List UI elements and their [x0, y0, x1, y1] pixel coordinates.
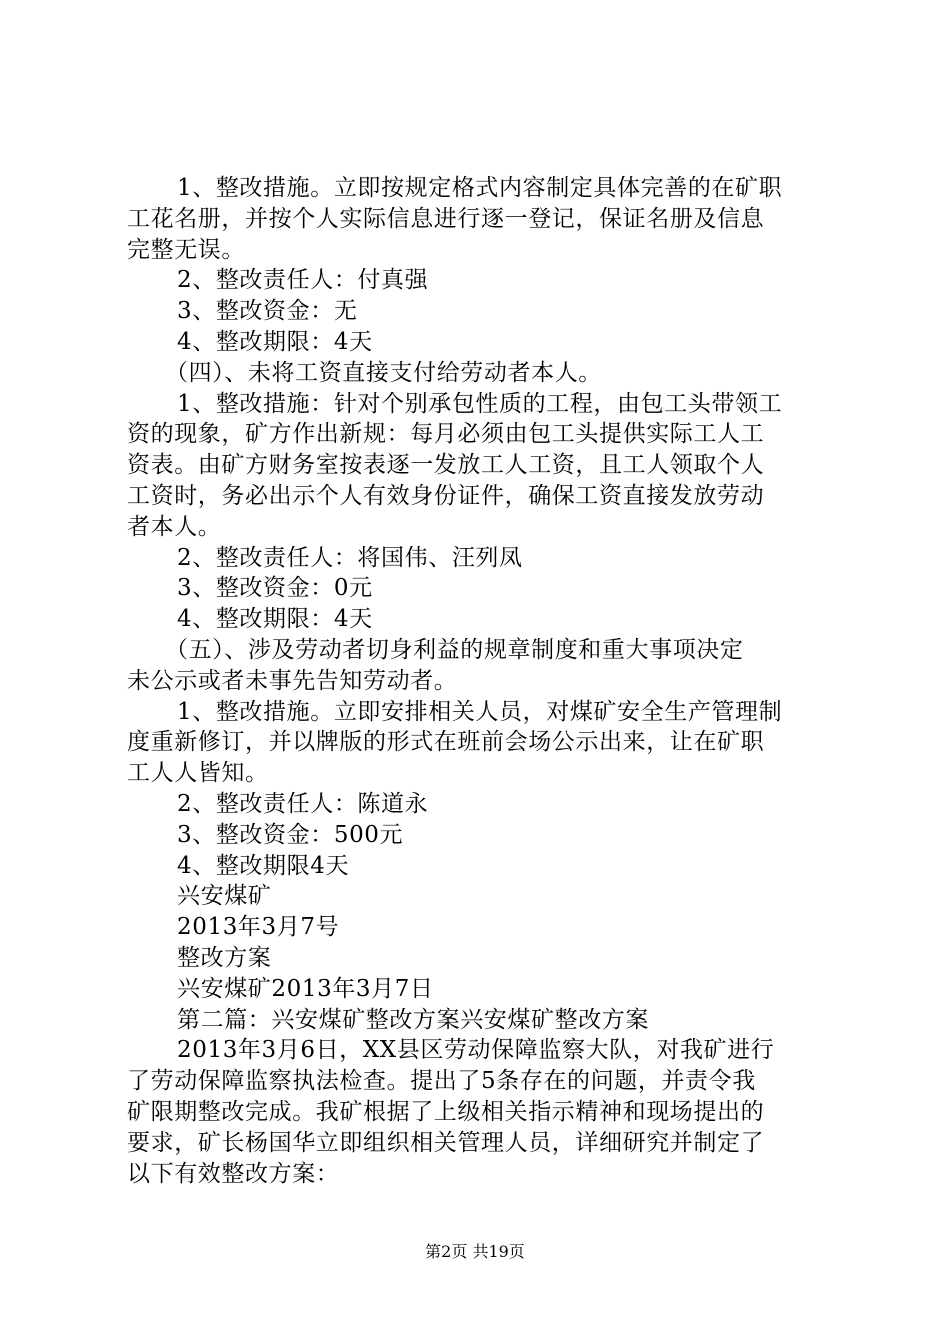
text-line: 3、整改资金：无 [177, 298, 358, 325]
text-line: 4、整改期限：4天 [177, 328, 373, 355]
text-line: 资表。由矿方财务室按表逐一发放工人工资，且工人领取个人 [127, 452, 765, 479]
text-line: 工花名册，并按个人实际信息进行逐一登记，保证名册及信息 [127, 205, 765, 232]
text-line: 4、整改期限4天 [177, 852, 350, 879]
text-line: 度重新修订，并以牌版的形式在班前会场公示出来，让在矿职 [127, 729, 765, 756]
text-line: 要求，矿长杨国华立即组织相关管理人员，详细研究并制定了 [127, 1129, 765, 1156]
text-line: 完整无误。 [127, 236, 245, 263]
text-line: 资的现象，矿方作出新规：每月必须由包工头提供实际工人工 [127, 421, 765, 448]
page-number: 第2页 共19页 [425, 1242, 525, 1261]
text-line: 1、整改措施。立即按规定格式内容制定具体完善的在矿职 [177, 175, 783, 201]
text-line: 2、整改责任人：陈道永 [177, 790, 429, 817]
text-line: 工人人皆知。 [127, 760, 269, 787]
text-line: 矿限期整改完成。我矿根据了上级相关指示精神和现场提出的 [127, 1098, 765, 1125]
text-line: 2、整改责任人：付真强 [177, 267, 429, 294]
text-line: 2、整改责任人：将国伟、汪列凤 [177, 544, 523, 571]
text-line: 2013年3月6日，XX县区劳动保障监察大队，对我矿进行 [177, 1037, 775, 1064]
document-body [127, 173, 832, 1189]
text-line: 了劳动保障监察执法检查。提出了5条存在的问题，并责令我 [127, 1068, 756, 1095]
text-line: 3、整改资金：500元 [177, 821, 404, 848]
text-line: 以下有效整改方案： [127, 1160, 340, 1187]
signature-date: 2013年3月7号 [177, 914, 340, 941]
text-line: 未公示或者未事先告知劳动者。 [127, 667, 458, 694]
section-heading: （五）、涉及劳动者切身利益的规章制度和重大事项决定 [165, 636, 744, 663]
section-heading: （四）、未将工资直接支付给劳动者本人。 [165, 359, 602, 386]
text-line: 者本人。 [127, 513, 222, 540]
text-line: 兴安煤矿2013年3月7日 [177, 975, 434, 1002]
text-line: 1、整改措施。立即安排相关人员，对煤矿安全生产管理制 [177, 698, 783, 725]
text-line: 4、整改期限：4天 [177, 606, 373, 633]
text-line: 1、整改措施：针对个别承包性质的工程，由包工头带领工 [177, 390, 783, 417]
text-line: 3、整改资金：0元 [177, 575, 373, 602]
doc-title: 整改方案 [177, 944, 272, 971]
text-line: 工资时，务必出示个人有效身份证件，确保工资直接发放劳动 [127, 482, 765, 509]
chapter-heading: 第二篇：兴安煤矿整改方案兴安煤矿整改方案 [177, 1006, 649, 1033]
signature-org: 兴安煤矿 [177, 883, 272, 910]
